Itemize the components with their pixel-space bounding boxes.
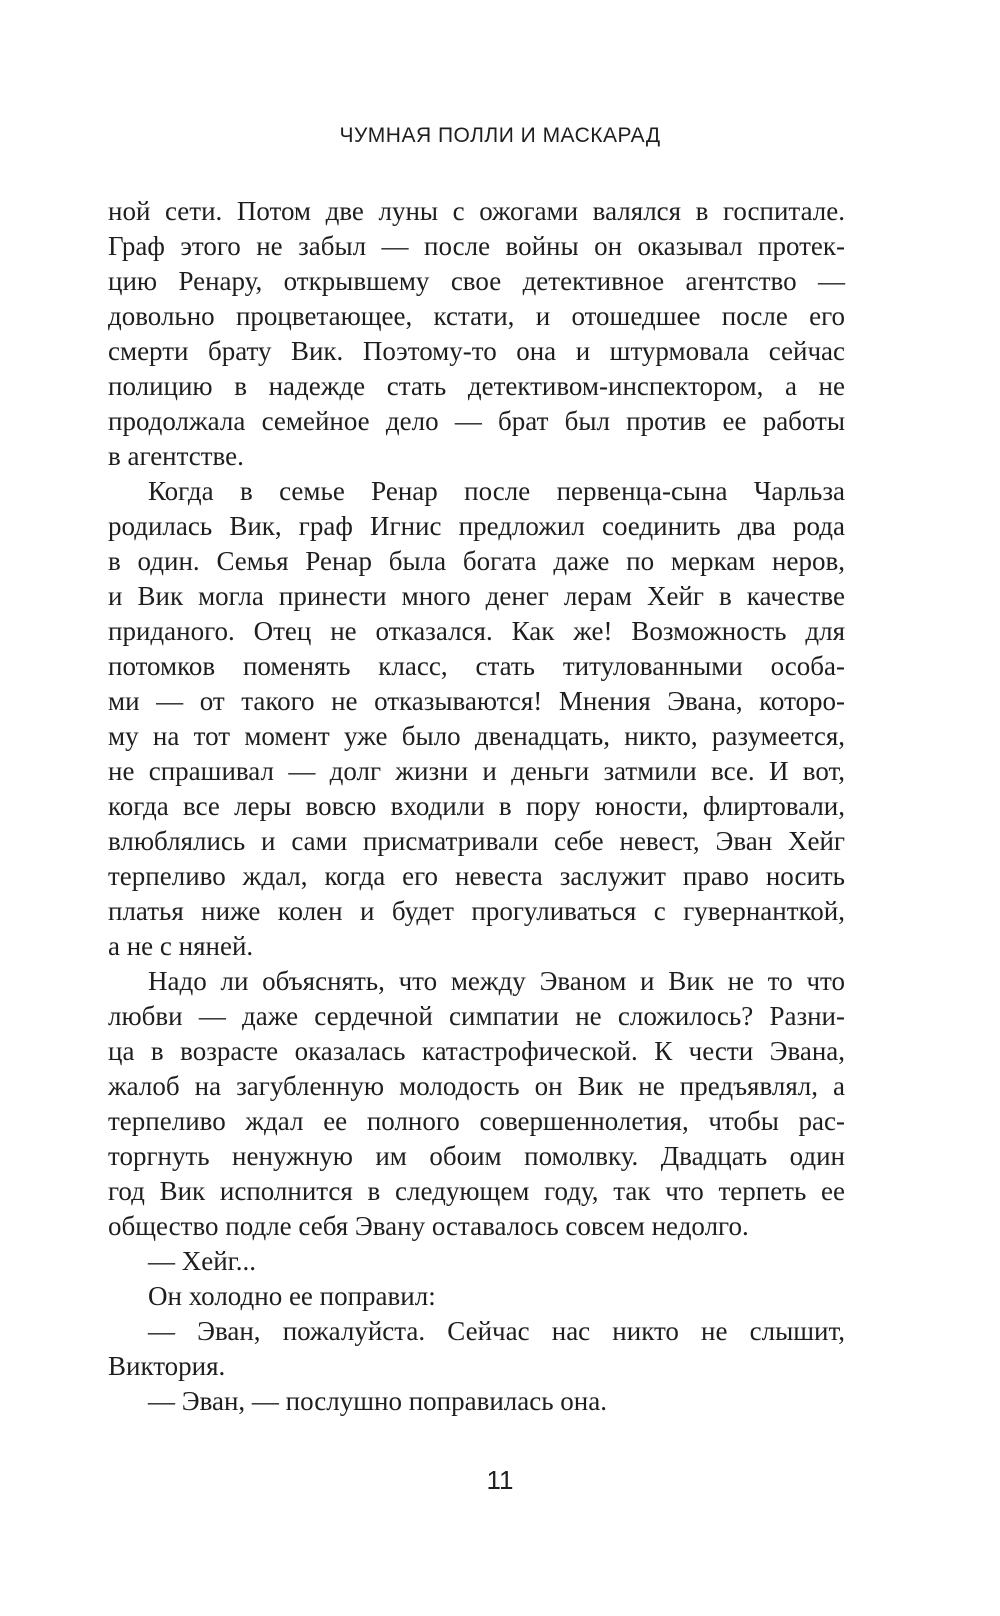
text-line: а не с няней. xyxy=(108,931,254,961)
text-line: торгнуть ненужную им обоим помолвку. Двадцать один xyxy=(108,1141,845,1171)
dialogue-line: — Эван, — послушно поправилась она. xyxy=(148,1386,607,1416)
text-line: ми — от такого не отказываются! Мнения Эвана, которо- xyxy=(108,686,845,716)
text-line: и Вик могла принести много денег лерам Хейг в качестве xyxy=(108,581,845,611)
text-line: продолжала семейное дело — брат был против ее работы xyxy=(108,406,845,436)
running-head-title: ЧУМНАЯ ПОЛЛИ И МАСКАРАД xyxy=(339,124,661,147)
text-line: довольно процветающее, кстати, и отошедшее после его xyxy=(108,301,845,331)
dialogue-line: — Хейг... xyxy=(148,1246,256,1276)
text-line: когда все леры вовсю входили в пору юности, флиртовали, xyxy=(108,791,845,821)
text-line: му на тот момент уже было двенадцать, никто, разумеется, xyxy=(108,721,845,751)
text-line: в один. Семья Ренар была богата даже по меркам неров, xyxy=(108,546,845,576)
text-line: полицию в надежде стать детективом-инспектором, а не xyxy=(108,371,845,401)
text-line: Граф этого не забыл — после войны он оказывал протек- xyxy=(108,231,845,261)
text-line: приданого. Отец не отказался. Как же! Возможность для xyxy=(108,616,845,646)
page-number: 11 xyxy=(486,1465,514,1495)
text-line: платья ниже колен и будет прогуливаться с гувернанткой, xyxy=(108,896,845,926)
text-line: ца в возрасте оказалась катастрофической. К чести Эвана, xyxy=(108,1036,845,1066)
text-line: Виктория. xyxy=(108,1351,226,1381)
text-line: цию Ренару, открывшему свое детективное агентство — xyxy=(108,266,845,296)
body-text xyxy=(108,194,845,1419)
paragraph-first-line: Он холодно ее поправил: xyxy=(148,1281,436,1311)
text-line: год Вик исполнится в следующем году, так что терпеть ее xyxy=(108,1176,845,1206)
text-line: потомков поменять класс, стать титулованными особа- xyxy=(108,651,845,681)
text-line: родилась Вик, граф Игнис предложил соединить два рода xyxy=(108,511,845,541)
text-line: смерти брату Вик. Поэтому-то она и штурмовала сейчас xyxy=(108,336,845,366)
dialogue-line: — Эван, пожалуйста. Сейчас нас никто не слышит, xyxy=(148,1316,845,1346)
text-line: общество подле себя Эвану оставалось совсем недолго. xyxy=(108,1211,749,1241)
paragraph-first-line: Когда в семье Ренар после первенца-сына Чарльза xyxy=(148,476,845,506)
text-line: любви — даже сердечной симпатии не сложилось? Разни- xyxy=(108,1001,845,1031)
text-line: терпеливо ждал ее полного совершеннолетия, чтобы рас- xyxy=(108,1106,845,1136)
text-line: в агентстве. xyxy=(108,441,244,471)
paragraph-first-line: Надо ли объяснять, что между Эваном и Вик не то что xyxy=(148,966,845,996)
text-line: терпеливо ждал, когда его невеста заслужит право носить xyxy=(108,861,845,891)
text-line: жалоб на загубленную молодость он Вик не предъявлял, а xyxy=(108,1071,845,1101)
text-line: не спрашивал — долг жизни и деньги затмили все. И вот, xyxy=(108,756,845,786)
text-line: ной сети. Потом две луны с ожогами валялся в госпитале. xyxy=(108,196,845,226)
text-line: влюблялись и сами присматривали себе невест, Эван Хейг xyxy=(108,826,845,856)
